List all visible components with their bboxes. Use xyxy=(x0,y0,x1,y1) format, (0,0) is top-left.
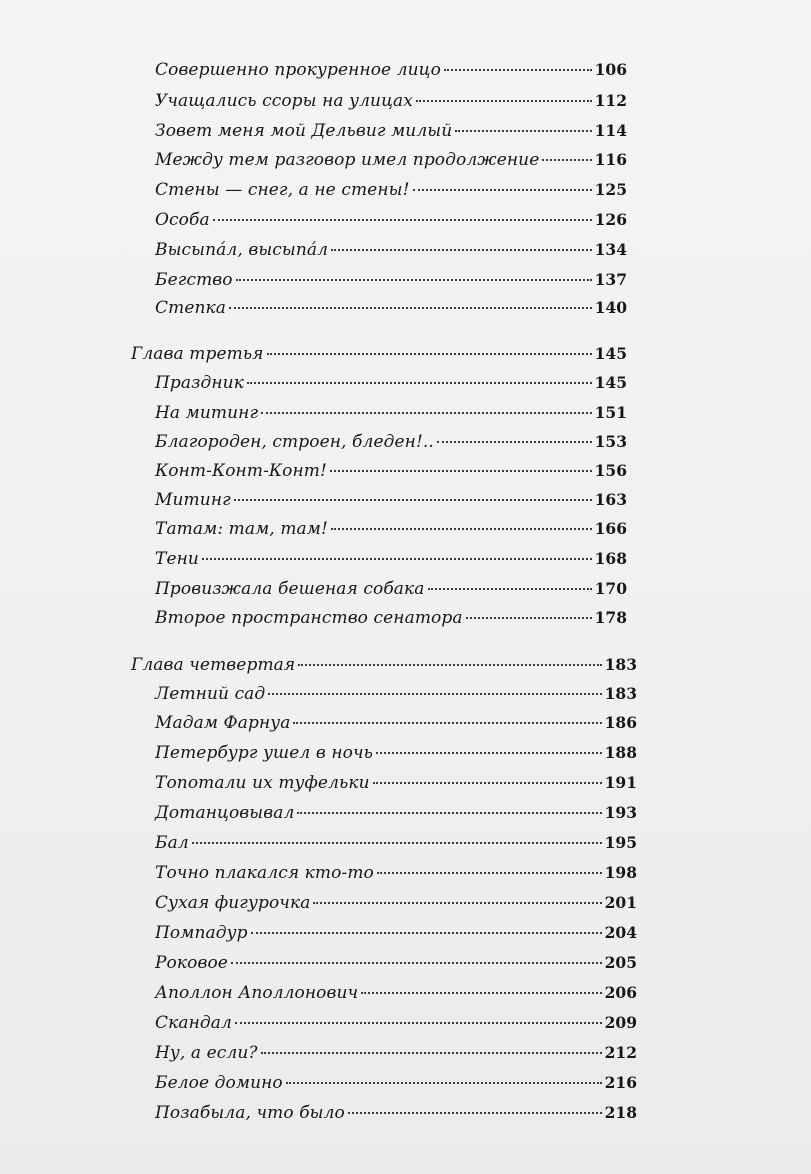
toc-chapter xyxy=(131,655,637,675)
toc-entry-page: 218 xyxy=(604,1103,637,1122)
toc-entry-title: Позабыла, что было xyxy=(155,1103,345,1123)
toc-entry xyxy=(155,403,627,423)
toc-entry xyxy=(155,549,627,569)
toc-chapter-title: Глава третья xyxy=(131,344,264,364)
dot-leader xyxy=(416,100,592,102)
toc-entry xyxy=(155,210,627,230)
dot-leader xyxy=(330,470,592,472)
toc-entry xyxy=(155,121,627,141)
toc-entry xyxy=(155,1043,637,1063)
toc-entry-page: 106 xyxy=(594,60,627,79)
toc-entry-title: Второе пространство сенатора xyxy=(155,608,463,628)
toc-entry-page: 216 xyxy=(604,1073,637,1092)
toc-entry-page: 145 xyxy=(594,373,627,392)
toc-entry-title: Скандал xyxy=(155,1013,232,1033)
toc-entry-page: 205 xyxy=(604,953,637,972)
toc-entry-title: На митинг xyxy=(155,403,259,423)
toc-entry-title: Бал xyxy=(155,833,189,853)
toc-entry xyxy=(155,773,637,793)
dot-leader xyxy=(298,664,601,666)
dot-leader xyxy=(542,159,591,161)
toc-entry xyxy=(155,60,627,80)
toc-entry xyxy=(155,923,637,943)
toc-entry xyxy=(155,298,627,318)
toc-entry-title: Благороден, строен, бледен!.. xyxy=(155,432,434,452)
dot-leader xyxy=(247,382,592,384)
toc-entry xyxy=(155,519,627,539)
toc-entry-title: Летний сад xyxy=(155,684,266,704)
toc-entry xyxy=(155,1103,637,1123)
toc-entry-title: Роковое xyxy=(155,953,228,973)
toc-entry-page: 112 xyxy=(594,91,627,110)
toc-chapter-title: Глава четвертая xyxy=(131,655,296,675)
toc-entry-title: Особа xyxy=(155,210,210,230)
toc-chapter-page: 183 xyxy=(604,655,637,674)
toc-entry-title: Татам: там, там! xyxy=(155,519,328,539)
toc-entry-page: 153 xyxy=(594,432,627,451)
toc-entry-page: 204 xyxy=(604,923,637,942)
toc-entry-page: 209 xyxy=(604,1013,637,1032)
toc-entry-page: 191 xyxy=(604,773,637,792)
toc-entry xyxy=(155,833,637,853)
dot-leader xyxy=(213,219,592,221)
toc-entry-title: Степка xyxy=(155,298,227,318)
dot-leader xyxy=(286,1082,602,1084)
toc-entry-page: 116 xyxy=(594,150,627,169)
dot-leader xyxy=(455,130,591,132)
dot-leader xyxy=(437,441,592,443)
toc-entry-page: 170 xyxy=(594,579,627,598)
toc-entry-title: Аполлон Аполлонович xyxy=(155,983,359,1003)
dot-leader xyxy=(331,528,592,530)
dot-leader xyxy=(377,872,602,874)
toc-entry-title: Сухая фигурочка xyxy=(155,893,311,913)
dot-leader xyxy=(293,722,601,724)
toc-entry-title: Петербург ушел в ночь xyxy=(155,743,373,763)
toc-entry-title: Точно плакался кто-то xyxy=(155,863,374,883)
toc-entry-page: 193 xyxy=(604,803,637,822)
dot-leader xyxy=(348,1112,602,1114)
toc-entry-page: 186 xyxy=(604,713,637,732)
toc-entry-title: Помпадур xyxy=(155,923,248,943)
toc-entry xyxy=(155,432,627,452)
toc-entry xyxy=(155,863,637,883)
toc-entry-page: 212 xyxy=(604,1043,637,1062)
dot-leader xyxy=(202,558,592,560)
toc-chapter xyxy=(131,344,627,364)
toc-entry-title: Стены — снег, а не стены! xyxy=(155,180,410,200)
toc-chapter-page: 145 xyxy=(594,344,627,363)
toc-entry xyxy=(155,1073,637,1093)
toc-entry xyxy=(155,373,627,393)
toc-entry-page: 114 xyxy=(594,121,627,140)
toc-entry-page: 126 xyxy=(594,210,627,229)
toc-entry xyxy=(155,684,637,704)
toc-entry xyxy=(155,240,627,260)
toc-entry-title: Топотали их туфельки xyxy=(155,773,370,793)
toc-entry-page: 156 xyxy=(594,461,627,480)
toc-entry-title: Зовет меня мой Дельвиг милый xyxy=(155,121,453,141)
dot-leader xyxy=(331,249,592,251)
toc-entry xyxy=(155,743,637,763)
dot-leader xyxy=(268,693,601,695)
dot-leader xyxy=(251,932,602,934)
toc-entry-page: 137 xyxy=(594,270,627,289)
toc-entry xyxy=(155,180,627,200)
toc-entry xyxy=(155,953,637,973)
dot-leader xyxy=(428,588,592,590)
toc-entry-title: Провизжала бешеная собака xyxy=(155,579,425,599)
dot-leader xyxy=(297,812,601,814)
dot-leader xyxy=(235,1022,602,1024)
toc-entry-page: 168 xyxy=(594,549,627,568)
dot-leader xyxy=(267,353,592,355)
toc-entry-page: 206 xyxy=(604,983,637,1002)
toc-entry xyxy=(155,713,637,733)
dot-leader xyxy=(466,617,592,619)
toc-entry xyxy=(155,270,627,290)
dot-leader xyxy=(192,842,602,844)
toc-entry-title: Совершенно прокуренное лицо xyxy=(155,60,441,80)
toc-entry xyxy=(155,91,627,111)
toc-entry-page: 188 xyxy=(604,743,637,762)
toc-entry-title: Высыпáл, высыпáл xyxy=(155,240,329,260)
toc-entry xyxy=(155,983,637,1003)
toc-entry xyxy=(155,579,627,599)
dot-leader xyxy=(373,782,602,784)
toc-entry-title: Учащались ссоры на улицах xyxy=(155,91,413,111)
toc-entry-page: 151 xyxy=(594,403,627,422)
dot-leader xyxy=(236,279,592,281)
toc-entry-page: 140 xyxy=(594,298,627,317)
dot-leader xyxy=(444,69,592,71)
toc-entry xyxy=(155,608,627,628)
toc-entry xyxy=(155,490,627,510)
toc-entry-page: 134 xyxy=(594,240,627,259)
toc-entry-page: 198 xyxy=(604,863,637,882)
toc-entry-page: 201 xyxy=(604,893,637,912)
dot-leader xyxy=(313,902,601,904)
dot-leader xyxy=(261,412,591,414)
toc-entry-title: Бегство xyxy=(155,270,233,290)
toc-entry-title: Между тем разговор имел продолжение xyxy=(155,150,540,170)
toc-entry-page: 163 xyxy=(594,490,627,509)
toc-entry-title: Тени xyxy=(155,549,199,569)
toc-entry-title: Митинг xyxy=(155,490,231,510)
toc-entry-title: Конт-Конт-Конт! xyxy=(155,461,327,481)
toc-entry-title: Мадам Фарнуа xyxy=(155,713,291,733)
toc-entry xyxy=(155,893,637,913)
toc-entry-page: 125 xyxy=(594,180,627,199)
dot-leader xyxy=(413,189,592,191)
toc-entry-title: Праздник xyxy=(155,373,244,393)
toc-entry-page: 195 xyxy=(604,833,637,852)
dot-leader xyxy=(231,962,602,964)
toc-entry xyxy=(155,803,637,823)
dot-leader xyxy=(361,992,601,994)
toc-entry-page: 178 xyxy=(594,608,627,627)
toc-entry-title: Дотанцовывал xyxy=(155,803,295,823)
toc-entry xyxy=(155,1013,637,1033)
toc-entry-page: 183 xyxy=(604,684,637,703)
toc-entry xyxy=(155,461,627,481)
dot-leader xyxy=(234,499,592,501)
dot-leader xyxy=(261,1052,602,1054)
toc-entry-title: Ну, а если? xyxy=(155,1043,258,1063)
toc-entry xyxy=(155,150,627,170)
toc-entry-title: Белое домино xyxy=(155,1073,283,1093)
dot-leader xyxy=(229,307,592,309)
dot-leader xyxy=(376,752,602,754)
toc-entry-page: 166 xyxy=(594,519,627,538)
